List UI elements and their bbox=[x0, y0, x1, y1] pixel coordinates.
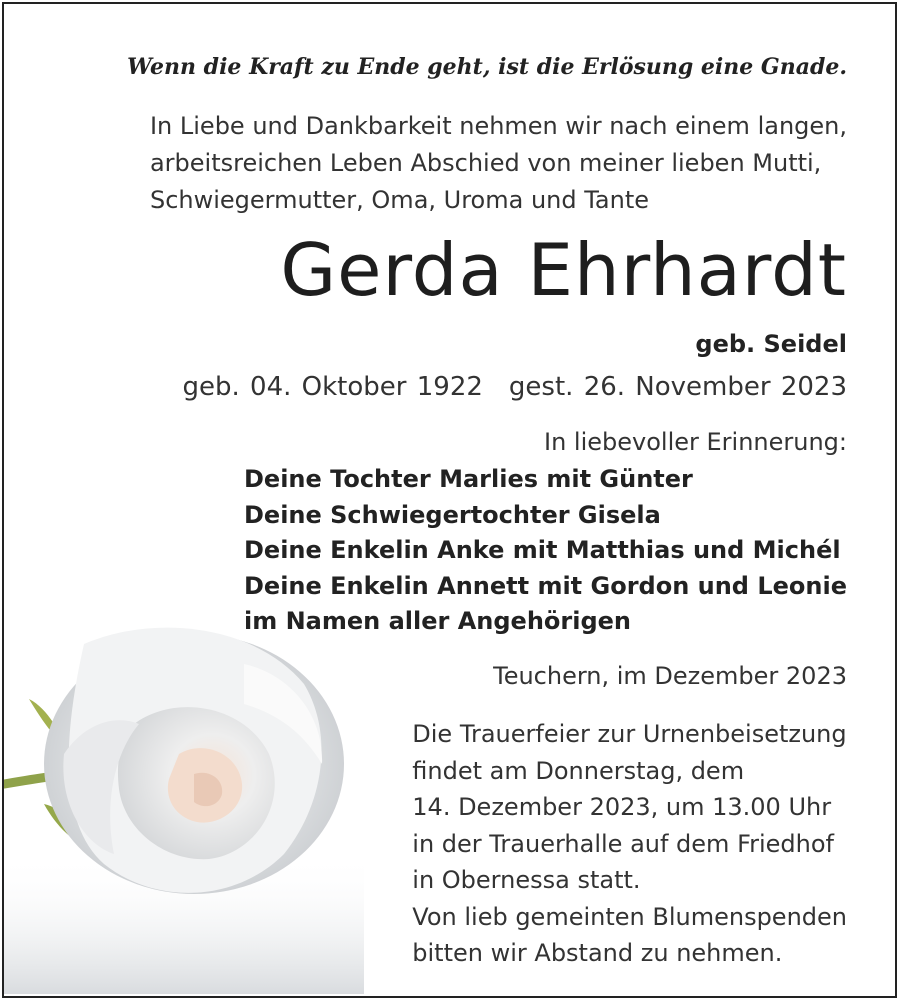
motto: Wenn die Kraft zu Ende geht, ist die Erlösung eine Gnade. bbox=[127, 54, 847, 80]
intro-line: Schwiegermutter, Oma, Uroma und Tante bbox=[149, 186, 650, 214]
mourner: Deine Enkelin Anke mit Matthias und Michél bbox=[244, 536, 841, 564]
intro-text bbox=[150, 108, 847, 219]
death-date: gest. 26. November 2023 bbox=[508, 372, 847, 402]
mourner: Deine Enkelin Annett mit Gordon und Leonie bbox=[244, 571, 847, 600]
ceremony-line: in der Trauerhalle auf dem Friedhof bbox=[412, 829, 835, 858]
ceremony-line: findet am Donnerstag, dem bbox=[412, 756, 745, 785]
maiden-name: geb. Seidel bbox=[695, 330, 847, 358]
mourner: im Namen aller Angehörigen bbox=[244, 607, 632, 635]
mourner: Deine Schwiegertochter Gisela bbox=[244, 500, 661, 529]
deceased-name: Gerda Ehrhardt bbox=[280, 228, 847, 312]
intro-line: arbeitsreichen Leben Abschied von meiner lieben Mutti, bbox=[149, 149, 822, 177]
ceremony-line: 14. Dezember 2023, um 13.00 Uhr bbox=[412, 793, 832, 821]
ceremony-info bbox=[412, 716, 847, 972]
mourner: Deine Tochter Marlies mit Günter bbox=[244, 465, 693, 493]
memory-intro: In liebevoller Erinnerung: bbox=[544, 428, 847, 456]
ceremony-line: in Obernessa statt. bbox=[412, 866, 641, 894]
obituary-frame bbox=[2, 2, 897, 998]
place-date: Teuchern, im Dezember 2023 bbox=[493, 662, 847, 690]
ceremony-line: bitten wir Abstand zu nehmen. bbox=[412, 939, 783, 967]
intro-line: In Liebe und Dankbarkeit nehmen wir nach einem langen, bbox=[149, 112, 847, 140]
white-rose-image bbox=[4, 604, 364, 994]
birth-date: geb. 04. Oktober 1922 bbox=[182, 372, 483, 402]
life-dates bbox=[183, 372, 847, 402]
ceremony-line: Von lieb gemeinten Blumenspenden bbox=[412, 902, 847, 931]
ceremony-line: Die Trauerfeier zur Urnenbeisetzung bbox=[412, 720, 847, 748]
mourners-list bbox=[244, 462, 847, 640]
